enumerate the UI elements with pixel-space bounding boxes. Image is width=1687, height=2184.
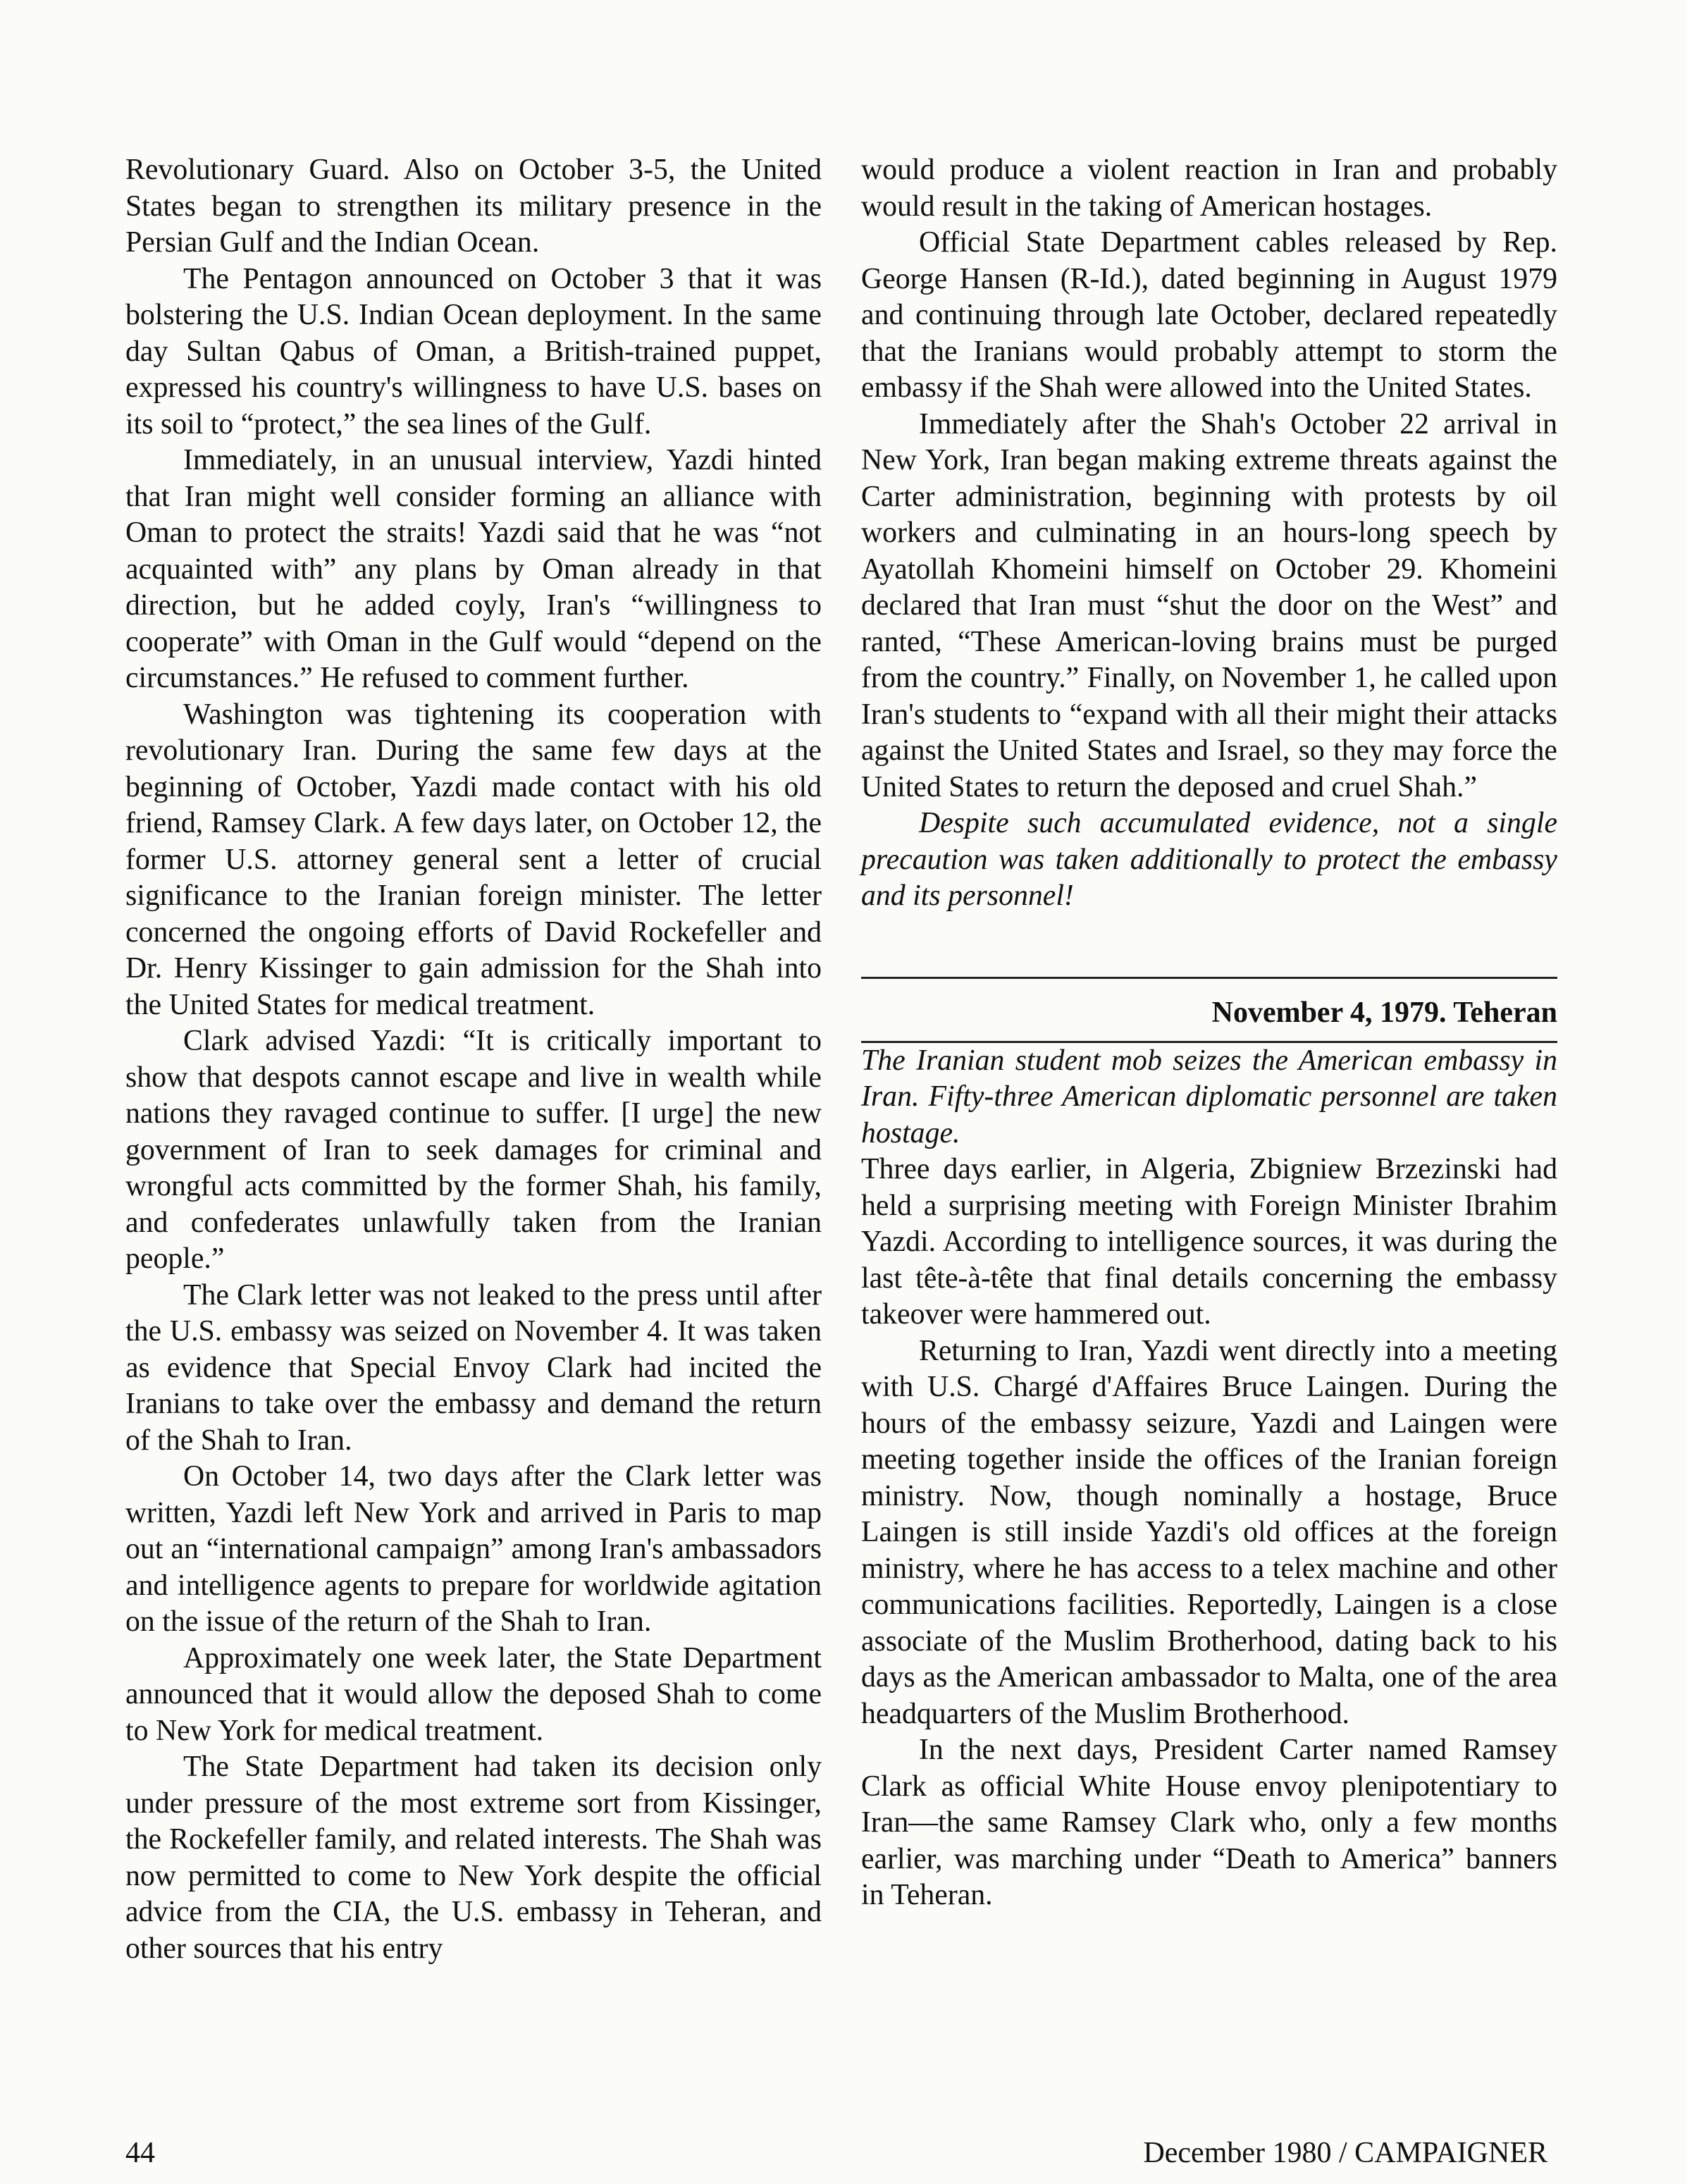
- italic-conclusion: Despite such accumulated evidence, not a single precaution was taken additionally to protect the embassy and its personnel!: [861, 807, 1557, 912]
- paragraph: In the next days, President Carter named Ramsey Clark as official White House envoy plenipotentiary to Iran—the same Ramsey Clark who, only a few months earlier, was marching under “Death to America” banners in Teheran.: [861, 1734, 1557, 1911]
- paragraph: The State Department had taken its decision only under pressure of the most extreme sort from Kissinger, the Rockefeller family, and related interests. The Shah was now permitted to come to New York despite the official advice from the CIA, the U.S. embassy in Teheran, and other sources that his entry: [125, 1751, 822, 1965]
- paragraph: Official State Department cables released by Rep. George Hansen (R-Id.), dated beginning in August 1979 and continuing through late October, declared repeatedly that the Iranians would probably attempt to storm the embassy if the Shah were allowed into the United States.: [861, 226, 1557, 404]
- paragraph: Returning to Iran, Yazdi went directly into a meeting with U.S. Chargé d'Affaires Bruce Laingen. During the hours of the embassy seizure, Yazdi and Laingen were meeting together inside the offices of the Iranian foreign ministry. Now, though nominally a hostage, Bruce Laingen is still inside Yazdi's old offices at the foreign ministry, where he has access to a telex machine and other communications facilities. Reportedly, Laingen is a close associate of the Muslim Brotherhood, dating back to his days as the American ambassador to Malta, one of the area headquarters of the Muslim Brotherhood.: [861, 1334, 1557, 1730]
- paragraph: Immediately after the Shah's October 22 arrival in New York, Iran began making extreme threats against the Carter administration, beginning with protests by oil workers and culminating in an hours-long speech by Ayatollah Khomeini himself on October 29. Khomeini declared that Iran must “shut the door on the West” and ranted, “These American-loving brains must be purged from the country.” Finally, on November 1, he called upon Iran's students to “expand with all their might their attacks against the United States and Israel, so they may force the United States to return the deposed and cruel Shah.”: [861, 407, 1557, 803]
- paragraph: The Clark letter was not leaked to the press until after the U.S. embassy was seized on November 4. It was taken as evidence that Special Envoy Clark had incited the Iranians to take over the embassy and demand the return of the Shah to Iran.: [125, 1278, 822, 1457]
- right-column: [861, 152, 1557, 1914]
- paragraph: Immediately, in an unusual interview, Yazdi hinted that Iran might well consider forming an alliance with Oman to protect the straits! Yazdi said that he was “not acquainted with” any plans by Oman already in that direction, but he added coyly, Iran's “willingness to cooperate” with Oman in the Gulf would “depend on the circumstances.” He refused to comment further.: [125, 444, 822, 694]
- issue-footer: December 1980 / CAMPAIGNER: [1143, 2137, 1547, 2169]
- paragraph: would produce a violent reaction in Iran and probably would result in the taking of American hostages.: [861, 154, 1557, 223]
- page-number: 44: [125, 2137, 155, 2169]
- paragraph: Washington was tightening its cooperation with revolutionary Iran. During the same few days at the beginning of October, Yazdi made contact with his old friend, Ramsey Clark. A few days later, on October 12, the former U.S. attorney general sent a letter of crucial significance to the Iranian foreign minister. The letter concerned the ongoing efforts of David Rockefeller and Dr. Henry Kissinger to gain admission for the Shah into the United States for medical treatment.: [125, 698, 822, 1021]
- paragraph: Clark advised Yazdi: “It is critically important to show that despots cannot escape and live in wealth while nations they ravaged continue to suffer. [I urge] the new government of Iran to seek damages for criminal and wrongful acts committed by the former Shah, his family, and confederates unlawfully taken from the Iranian people.”: [125, 1025, 822, 1275]
- paragraph: Three days earlier, in Algeria, Zbigniew Brzezinski had held a surprising meeting with Foreign Minister Ibrahim Yazdi. According to intelligence sources, it was during the last tête-à-tête that final details concerning the embassy takeover were hammered out.: [861, 1153, 1557, 1331]
- section-heading: November 4, 1979. Teheran: [1211, 996, 1557, 1029]
- paragraph: Approximately one week later, the State Department announced that it would allow the deposed Shah to come to New York for medical treatment.: [125, 1641, 822, 1747]
- paragraph: On October 14, two days after the Clark letter was written, Yazdi left New York and arrived in Paris to map out an “international campaign” among Iran's ambassadors and intelligence agents to prepare for worldwide agitation on the issue of the return of the Shah to Iran.: [125, 1460, 822, 1638]
- section-lead: The Iranian student mob seizes the American embassy in Iran. Fifty-three American diplomatic personnel are taken hostage.: [861, 1044, 1557, 1149]
- paragraph: Revolutionary Guard. Also on October 3-5, the United States began to strengthen its military presence in the Persian Gulf and the Indian Ocean.: [125, 154, 822, 259]
- paragraph: The Pentagon announced on October 3 that it was bolstering the U.S. Indian Ocean deployment. In the same day Sultan Qabus of Oman, a British-trained puppet, expressed his country's willingness to have U.S. bases on its soil to “protect,” the sea lines of the Gulf.: [125, 262, 822, 440]
- left-column: [125, 152, 822, 1967]
